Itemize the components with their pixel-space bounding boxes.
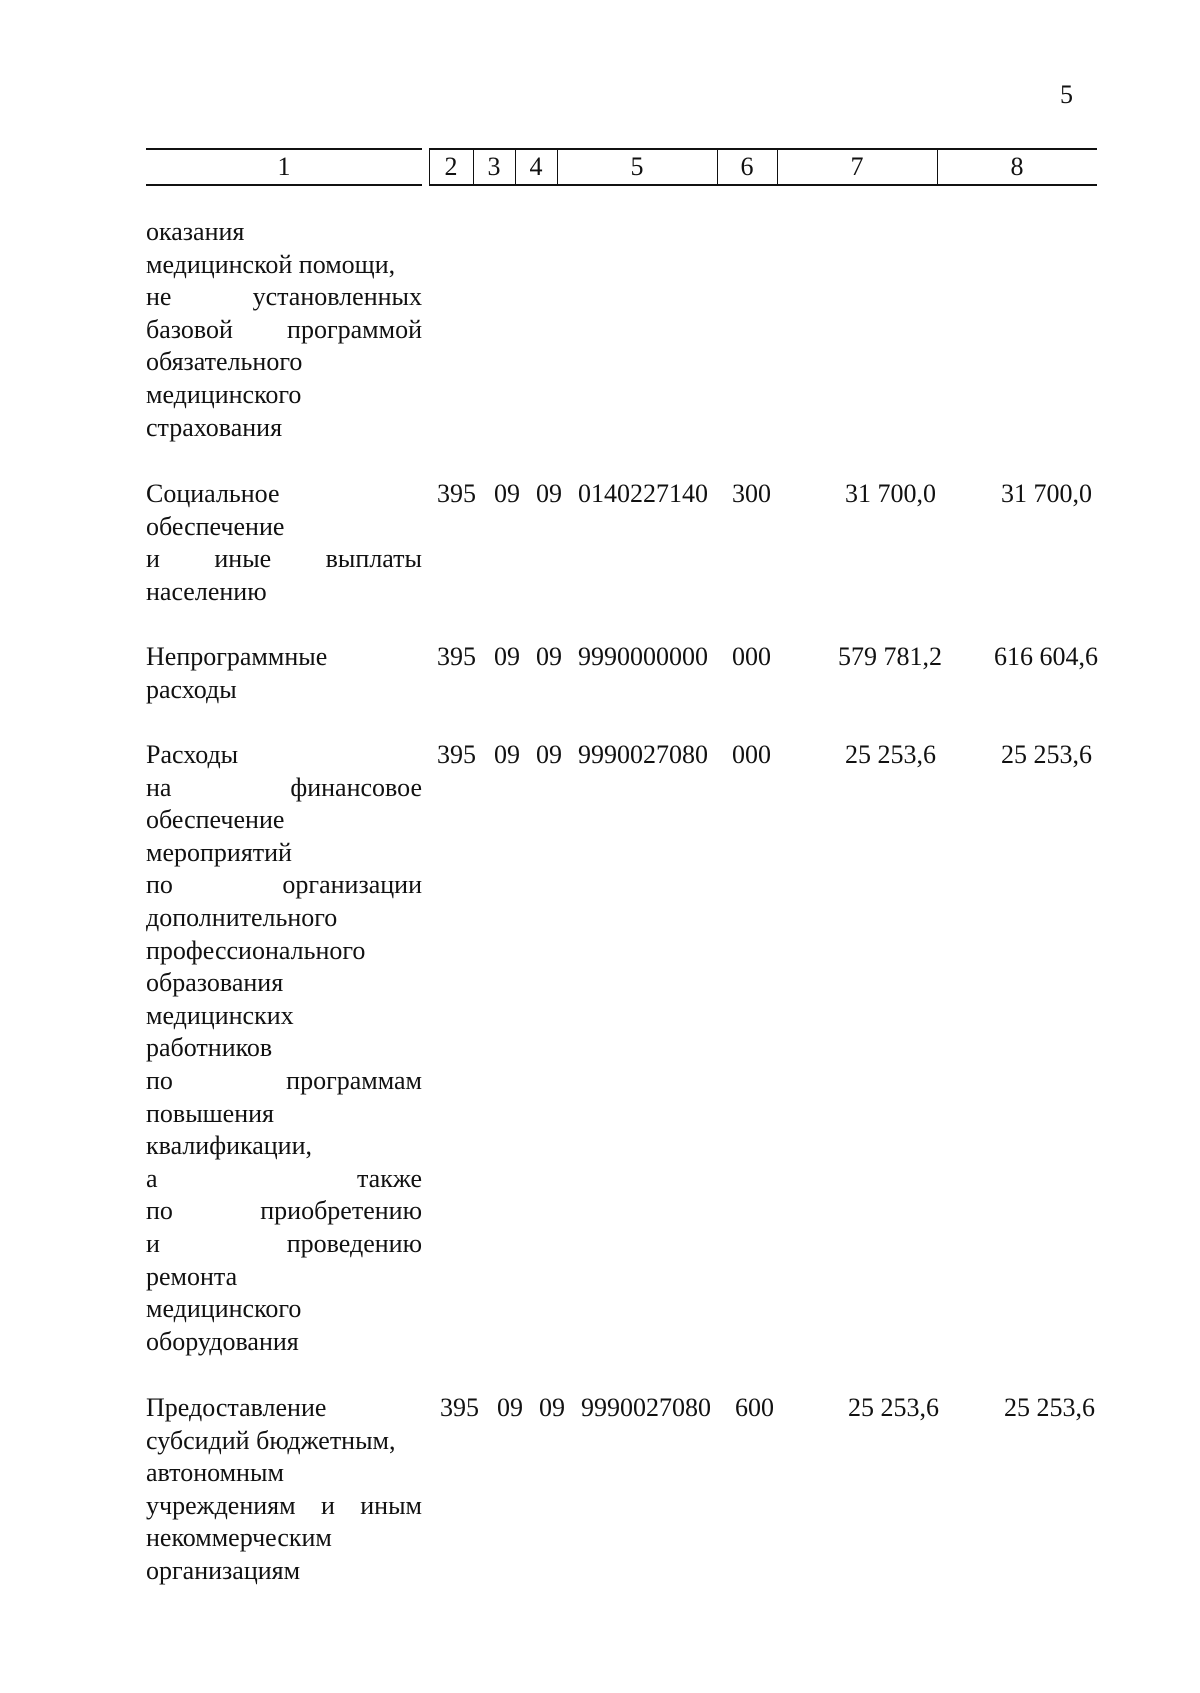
- description-line: не установленных: [146, 282, 422, 312]
- row-description: [146, 1392, 422, 1588]
- cell-c6: 000: [732, 642, 771, 671]
- cell-c5: 0140227140: [578, 479, 708, 508]
- description-line: профессионального: [146, 935, 366, 965]
- description-line: некоммерческим: [146, 1523, 332, 1553]
- description-line: оказания: [146, 217, 245, 246]
- header-cells-frame: [429, 148, 1097, 186]
- description-line: повышения: [146, 1098, 275, 1128]
- cell-c6: 000: [732, 740, 771, 769]
- cell-c2: 395: [440, 1393, 479, 1422]
- cell-c5: 9990000000: [578, 642, 708, 671]
- header-cell-1: 1: [277, 152, 291, 181]
- description-line: организациям: [146, 1555, 301, 1585]
- cell-c8: 616 604,6: [994, 642, 1098, 671]
- description-line: автономным: [146, 1458, 284, 1488]
- cell-c8: 25 253,6: [1004, 1393, 1095, 1422]
- header-cell-5: 5: [630, 152, 644, 181]
- description-line: и проведению: [146, 1228, 422, 1258]
- description-line: учреждениям и иным: [146, 1490, 422, 1520]
- description-line: обеспечение: [146, 511, 285, 541]
- cell-c2: 395: [437, 642, 476, 671]
- header-cell-7: 7: [850, 152, 864, 181]
- description-line: населению: [146, 576, 267, 606]
- cell-c3: 09: [497, 1393, 523, 1422]
- cell-c7: 25 253,6: [845, 740, 936, 769]
- description-line: на финансовое: [146, 772, 422, 802]
- description-line: субсидий бюджетным,: [146, 1425, 396, 1455]
- description-line: ремонта: [146, 1261, 238, 1291]
- header-cell-6: 6: [740, 152, 754, 181]
- cell-c4: 09: [536, 740, 562, 769]
- description-line: обеспечение: [146, 805, 285, 835]
- description-line: страхования: [146, 412, 283, 442]
- description-line: работников: [146, 1033, 273, 1063]
- cell-c3: 09: [494, 479, 520, 508]
- cell-c2: 395: [437, 740, 476, 769]
- description-line: Предоставление: [146, 1393, 327, 1422]
- description-line: обязательного: [146, 347, 303, 377]
- cell-c6: 300: [732, 479, 771, 508]
- description-line: мероприятий: [146, 837, 292, 867]
- cell-c7: 579 781,2: [838, 642, 942, 671]
- description-line: образования: [146, 968, 284, 998]
- cell-c4: 09: [536, 642, 562, 671]
- description-line: Расходы: [146, 740, 239, 769]
- cell-c8: 31 700,0: [1001, 479, 1092, 508]
- description-line: Социальное: [146, 479, 280, 508]
- description-line: оборудования: [146, 1326, 299, 1356]
- cell-c5: 9990027080: [581, 1393, 711, 1422]
- header-cell-4: 4: [529, 152, 543, 181]
- cell-c5: 9990027080: [578, 740, 708, 769]
- cell-c3: 09: [494, 642, 520, 671]
- description-line: медицинской помощи,: [146, 249, 396, 279]
- cell-c2: 395: [437, 479, 476, 508]
- cell-c7: 31 700,0: [845, 479, 936, 508]
- description-line: медицинского: [146, 379, 302, 409]
- description-line: по программам: [146, 1065, 422, 1095]
- description-line: и иные выплаты: [146, 544, 422, 574]
- page-number: 5: [1060, 80, 1073, 109]
- cell-c4: 09: [536, 479, 562, 508]
- description-line: дополнительного: [146, 902, 338, 932]
- row-description: [146, 739, 422, 1358]
- description-line: медицинского: [146, 1294, 302, 1324]
- row-description: [146, 478, 422, 608]
- cell-c8: 25 253,6: [1001, 740, 1092, 769]
- cell-c7: 25 253,6: [848, 1393, 939, 1422]
- description-line: а также: [146, 1163, 422, 1193]
- description-line: базовой программой: [146, 314, 422, 344]
- row-description: [146, 641, 422, 706]
- description-line: квалификации,: [146, 1131, 313, 1161]
- header-cell-2: 2: [444, 152, 458, 181]
- description-line: расходы: [146, 674, 237, 704]
- cell-c6: 600: [735, 1393, 774, 1422]
- description-line: медицинских: [146, 1000, 294, 1030]
- header-cell-1-frame: [146, 148, 422, 186]
- header-cell-3: 3: [487, 152, 501, 181]
- description-line: по приобретению: [146, 1196, 422, 1226]
- description-line: Непрограммные: [146, 642, 328, 671]
- cell-c3: 09: [494, 740, 520, 769]
- cell-c4: 09: [539, 1393, 565, 1422]
- row-description: [146, 216, 422, 444]
- description-line: по организации: [146, 870, 422, 900]
- header-cell-8: 8: [1010, 152, 1024, 181]
